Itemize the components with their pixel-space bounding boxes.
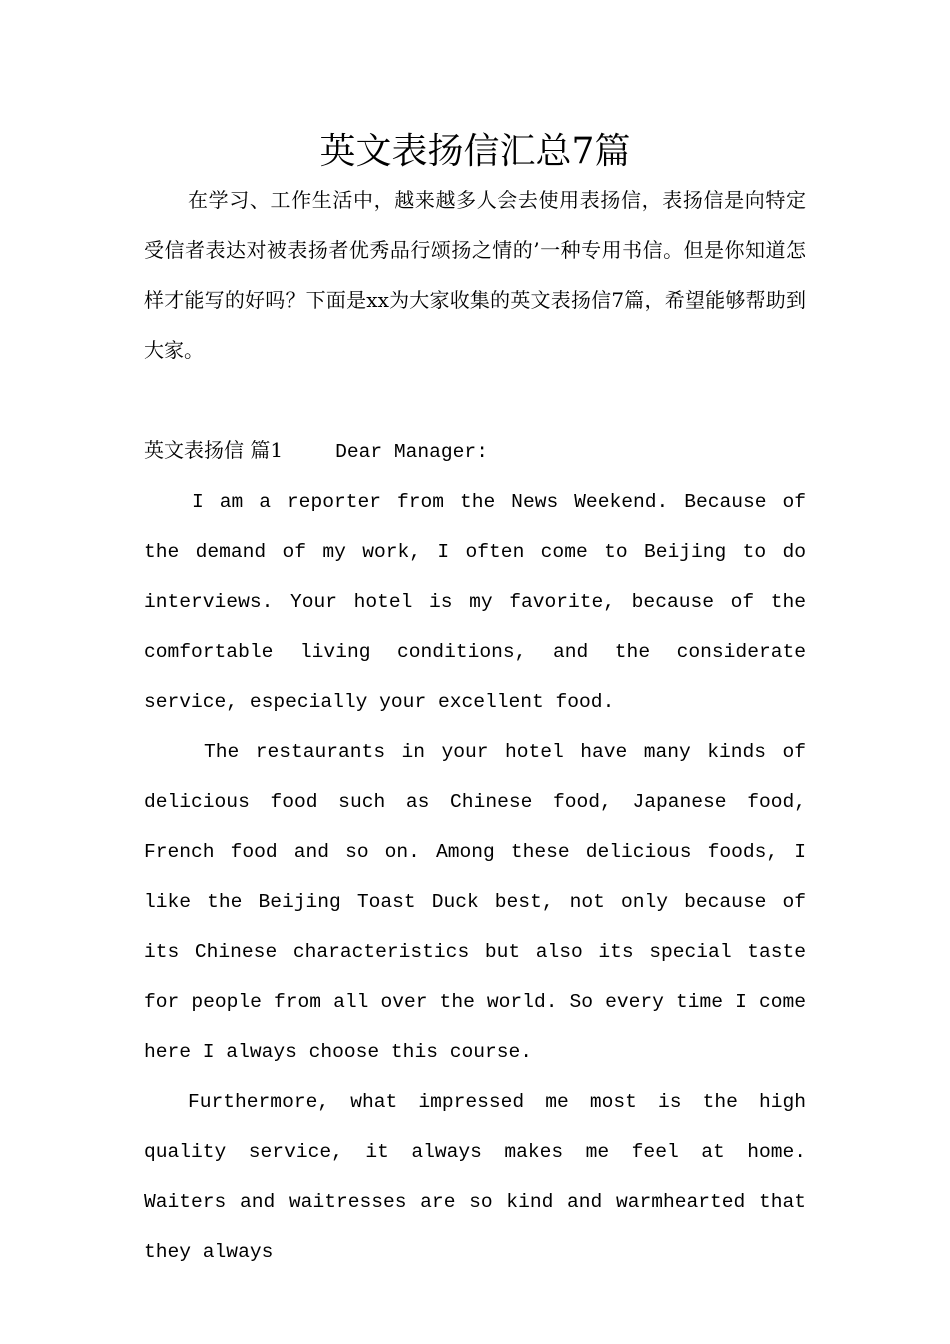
letter-paragraph-2: The restaurants in your hotel have many kinds of delicious food such as Chinese food, Japanese food, French food and so on. Among these delicious foods, I like the Beijing Toast Duck best, not only because of its Chinese characteristics but also its special taste for people from all over the world. So every time I come here I always choose this course. bbox=[144, 741, 806, 1063]
section-heading: 英文表扬信 篇1 bbox=[144, 438, 284, 462]
document-title: 英文表扬信汇总7篇 bbox=[319, 131, 631, 172]
spacer bbox=[144, 375, 806, 425]
section-heading-line bbox=[144, 425, 806, 477]
salutation: Dear Manager: bbox=[335, 441, 488, 463]
intro-paragraph: 在学习、工作生活中，越来越多人会去使用表扬信，表扬信是向特定受信者表达对被表扬者优秀品行颂扬之情的’一种专用书信。但是你知道怎样才能写的好吗？下面是xx为大家收集的英文表扬信7篇，希望能够帮助到大家。 bbox=[144, 188, 806, 362]
document-body bbox=[144, 175, 806, 1277]
letter-paragraph-1: I am a reporter from the News Weekend. Because of the demand of my work, I often come to Beijing to do interviews. Your hotel is my favorite, because of the comfortable living conditions, and the considerate service, especially your excellent food. bbox=[144, 491, 806, 713]
letter-paragraph-3: Furthermore, what impressed me most is the high quality service, it always makes me feel at home. Waiters and waitresses are so kind and warmhearted that they always bbox=[144, 1091, 806, 1263]
